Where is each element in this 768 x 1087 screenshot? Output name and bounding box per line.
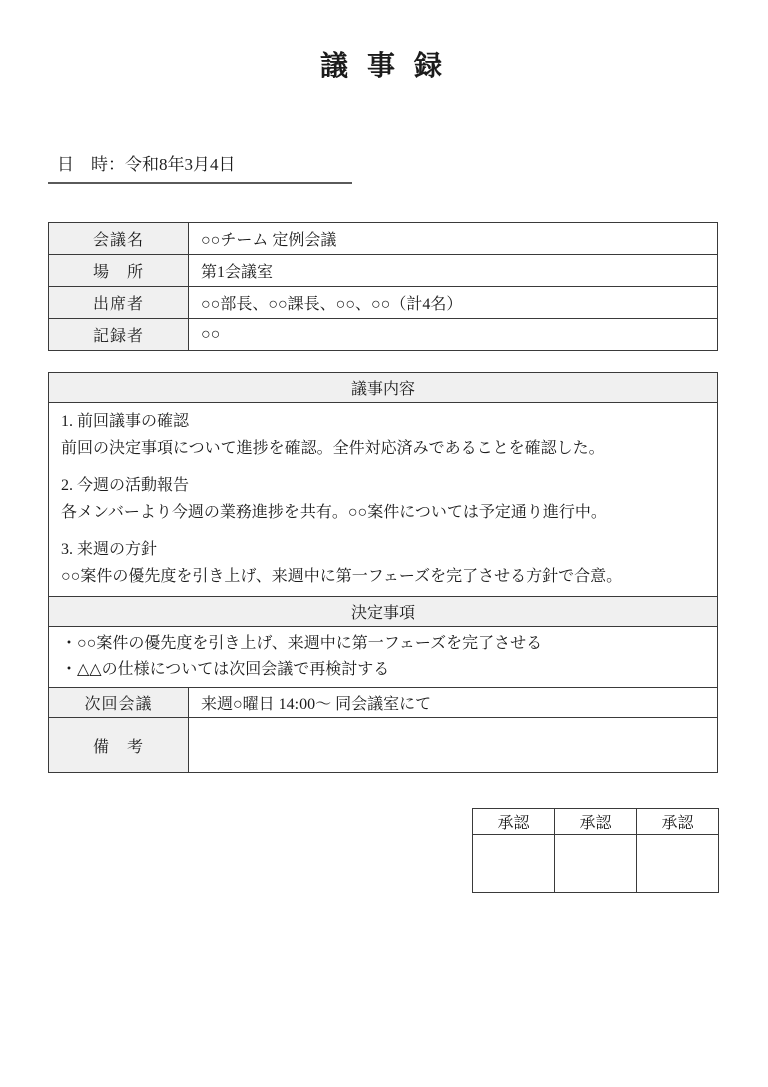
table-row [49, 403, 718, 597]
meeting-name-value: ○○チーム 定例会議 [189, 223, 718, 255]
table-row [49, 627, 718, 688]
table-row [473, 809, 719, 835]
notes-value [189, 718, 718, 773]
location-label: 場 所 [49, 255, 189, 287]
attendees-label: 出席者 [49, 287, 189, 319]
recorder-label: 記録者 [49, 319, 189, 351]
approval-signature-cell [473, 835, 555, 893]
table-row [49, 688, 718, 718]
agenda-item [61, 408, 705, 462]
agenda-item-heading: 1. 前回議事の確認 [61, 413, 190, 430]
decision-item: ・○○案件の優先度を引き上げ、来週中に第一フェーズを完了させる [61, 635, 543, 652]
agenda-content-cell [49, 403, 718, 597]
approval-signature-cell [637, 835, 719, 893]
agenda-item-heading: 3. 来週の方針 [61, 541, 158, 558]
next-meeting-value: 来週○曜日 14:00〜 同会議室にて [189, 688, 718, 718]
date-line: 日 時：令和8年3月4日 [48, 146, 352, 184]
attendees-value: ○○部長、○○課長、○○、○○（計4名） [189, 287, 718, 319]
approval-table [472, 808, 719, 893]
agenda-item-heading: 2. 今週の活動報告 [61, 477, 190, 494]
approval-header-cell: 承認 [555, 809, 637, 835]
table-row [49, 597, 718, 627]
location-value: 第1会議室 [189, 255, 718, 287]
next-meeting-table [48, 687, 718, 773]
table-row [49, 255, 718, 287]
table-row [473, 835, 719, 893]
table-row [49, 319, 718, 351]
approval-signature-cell [555, 835, 637, 893]
decisions-section-header: 決定事項 [49, 597, 718, 627]
document-title: 議 事 録 [319, 51, 448, 82]
agenda-item-body: 前回の決定事項について進捗を確認。全件対応済みであることを確認した。 [61, 440, 605, 457]
agenda-item [61, 536, 705, 590]
decisions-content-cell [49, 627, 718, 688]
notes-label: 備 考 [49, 718, 189, 773]
agenda-section-header: 議事内容 [49, 373, 718, 403]
table-row [49, 287, 718, 319]
meeting-info-table [48, 222, 718, 351]
agenda-item [61, 472, 705, 526]
decision-item: ・△△の仕様については次回会議で再検討する [61, 661, 390, 678]
next-meeting-label: 次回会議 [49, 688, 189, 718]
meeting-name-label: 会議名 [49, 223, 189, 255]
table-row [49, 718, 718, 773]
agenda-item-body: 各メンバーより今週の業務進捗を共有。○○案件については予定通り進行中。 [61, 504, 607, 521]
agenda-and-decisions-table [48, 372, 718, 688]
approval-header-cell: 承認 [637, 809, 719, 835]
table-row [49, 223, 718, 255]
agenda-item-body: ○○案件の優先度を引き上げ、来週中に第一フェーズを完了させる方針で合意。 [61, 568, 623, 585]
recorder-value: ○○ [189, 319, 718, 351]
approval-header-cell: 承認 [473, 809, 555, 835]
table-row [49, 373, 718, 403]
